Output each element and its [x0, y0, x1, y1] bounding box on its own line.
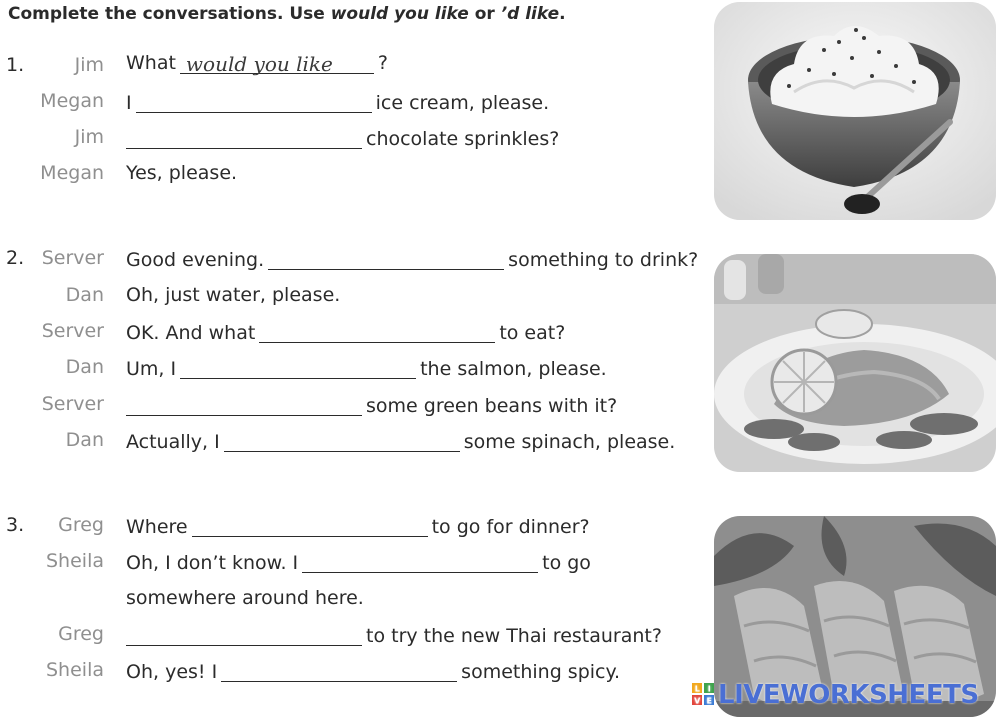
speaker-label: Jim — [74, 126, 104, 148]
speaker-label: Dan — [65, 429, 104, 451]
dialogue-line — [126, 429, 675, 453]
line-text: to try the new Thai restaurant? — [366, 625, 662, 647]
speaker-label: Jim — [74, 54, 104, 76]
line-text: to go — [542, 552, 591, 574]
conversation-number: 3. — [6, 514, 25, 536]
line-text: What — [126, 52, 176, 74]
dialogue-line — [126, 90, 549, 114]
line-text: OK. And what — [126, 322, 256, 344]
line-text: something to drink? — [508, 249, 699, 271]
speaker-label: Megan — [40, 162, 104, 184]
line-text: Um, I — [126, 358, 177, 380]
dialogue-line — [126, 320, 565, 344]
line-text: the salmon, please. — [420, 358, 607, 380]
dialogue-line: somewhere around here. — [126, 587, 364, 609]
line-text: to eat? — [499, 322, 566, 344]
line-text: ice cream, please. — [375, 92, 550, 114]
line-text: some spinach, please. — [463, 431, 676, 453]
speaker-label: Greg — [58, 514, 104, 536]
dialogue-line — [126, 659, 620, 683]
line-text: Where — [126, 516, 188, 538]
instruction-text: Complete the conversations. Use — [8, 4, 331, 24]
dialogue-line — [126, 247, 698, 271]
answer-blank[interactable] — [136, 90, 372, 113]
answer-blank[interactable] — [268, 247, 504, 270]
instructions — [8, 4, 566, 24]
answer-blank[interactable] — [302, 550, 538, 573]
answer-blank[interactable]: would you like — [180, 52, 374, 74]
line-text: I — [126, 92, 132, 114]
logo-letter: E — [706, 696, 712, 705]
speaker-label: Greg — [58, 623, 104, 645]
instruction-text-3: . — [559, 4, 566, 24]
dialogue-line — [122, 393, 617, 417]
line-text: ? — [377, 52, 389, 74]
answer-blank[interactable] — [192, 514, 428, 537]
speaker-label: Megan — [40, 90, 104, 112]
dialogue-line — [126, 514, 590, 538]
line-text: Oh, I don’t know. I — [126, 552, 299, 574]
line-text: something spicy. — [461, 661, 621, 683]
speaker-label: Sheila — [46, 550, 104, 572]
logo-letter: I — [707, 684, 711, 694]
speaker-label: Server — [41, 393, 104, 415]
speaker-label: Server — [41, 247, 104, 269]
speaker-label: Server — [41, 320, 104, 342]
speaker-label: Sheila — [46, 659, 104, 681]
line-text: chocolate sprinkles? — [366, 128, 560, 150]
line-text: Oh, yes! I — [126, 661, 218, 683]
dialogue-line — [126, 356, 607, 380]
salmon-photo — [714, 254, 996, 472]
logo-letter: V — [694, 696, 700, 705]
conversation-number: 1. — [6, 54, 25, 76]
instruction-text-2: or — [468, 4, 501, 24]
ice-cream-photo — [714, 2, 996, 220]
dialogue-line — [126, 52, 388, 74]
line-text: Good evening. — [126, 249, 265, 271]
dialogue-line — [122, 623, 662, 647]
watermark-text: LIVEWORKSHEETS — [718, 680, 979, 710]
conversation-number: 2. — [6, 247, 25, 269]
speaker-label: Dan — [65, 284, 104, 306]
liveworksheets-watermark — [692, 680, 979, 710]
instruction-emphasis-1: would you like — [330, 4, 469, 24]
liveworksheets-logo-icon — [692, 682, 714, 704]
speaker-label: Dan — [65, 356, 104, 378]
answer-blank[interactable] — [126, 393, 362, 416]
answer-blank[interactable] — [224, 429, 460, 452]
dialogue-line: Oh, just water, please. — [126, 284, 341, 306]
answer-blank[interactable] — [126, 126, 362, 149]
dialogue-line — [126, 550, 591, 574]
logo-letter: L — [694, 684, 700, 694]
dialogue-line — [122, 126, 559, 150]
answer-blank[interactable] — [180, 356, 416, 379]
answer-blank[interactable] — [126, 623, 362, 646]
ice-cream-image — [714, 2, 996, 220]
line-text: Actually, I — [126, 431, 220, 453]
salmon-image — [714, 254, 996, 472]
instruction-emphasis-2: ’d like — [500, 4, 560, 24]
line-text: some green beans with it? — [366, 395, 618, 417]
answer-blank[interactable] — [259, 320, 495, 343]
dialogue-line: Yes, please. — [126, 162, 238, 184]
answer-blank[interactable] — [221, 659, 457, 682]
line-text: to go for dinner? — [431, 516, 590, 538]
